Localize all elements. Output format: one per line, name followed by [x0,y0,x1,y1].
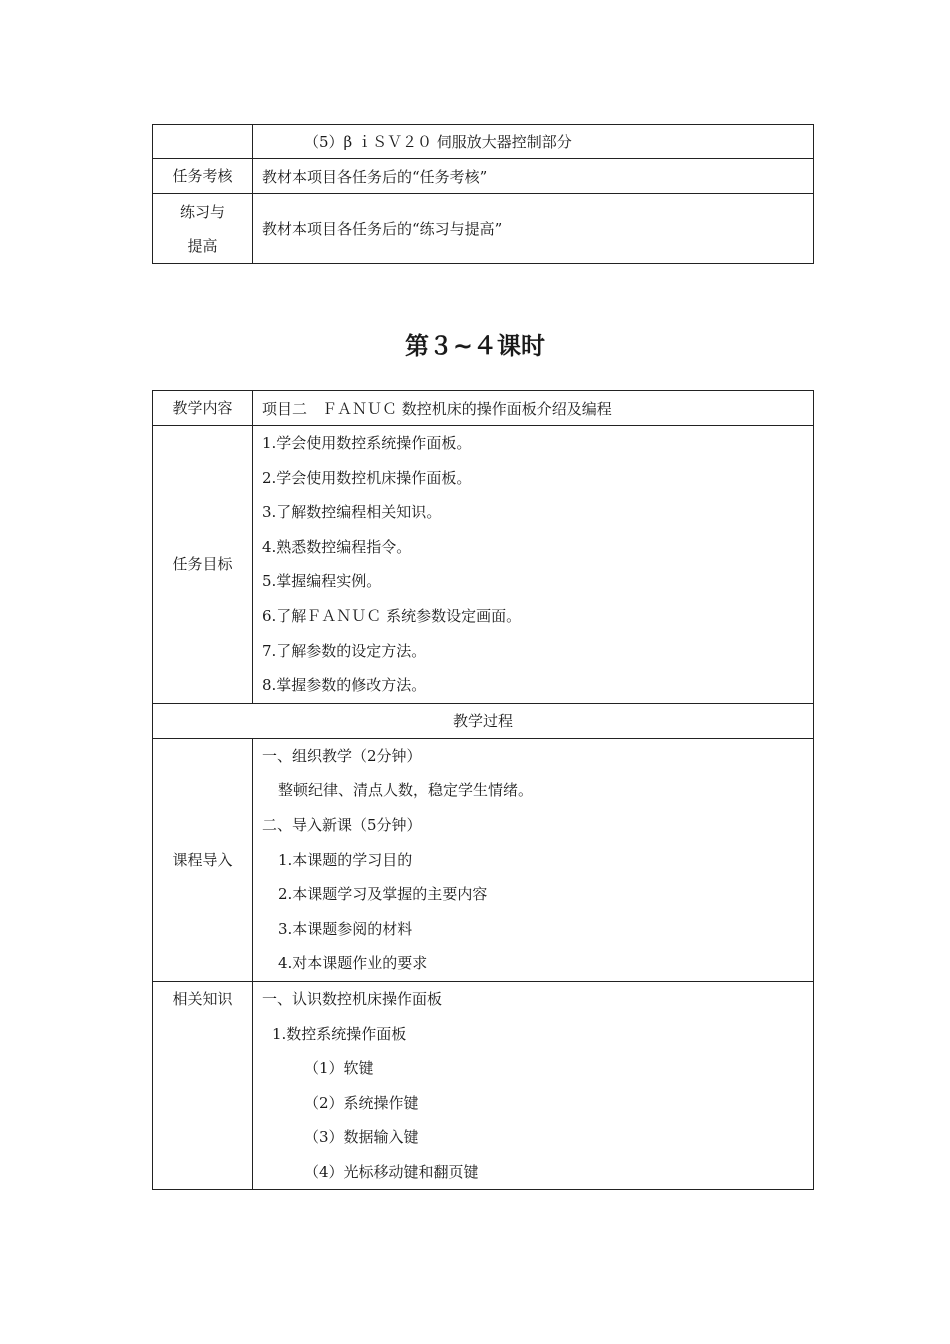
lesson-table [152,390,814,1190]
knowledge-line: 一、认识数控机床操作面板 [262,989,443,1008]
intro-line: 1.本课题的学习目的 [278,850,413,869]
intro-line: 4.对本课题作业的要求 [278,954,428,973]
intro-line: 一、组织教学（2分钟） [262,746,422,765]
goal-item: 4.熟悉数控编程指令。 [262,537,412,556]
course-intro-content [253,738,814,981]
page-title: 第３~４课时 [404,332,546,360]
summary-row-label-empty [153,125,253,159]
task-goals-label: 任务目标 [153,426,253,704]
goal-item: 6.了解ＦＡＮＵＣ 系统参数设定画面。 [262,606,522,625]
intro-line: 3.本课题参阅的材料 [278,919,413,938]
practice-content: 教材本项目各任务后的“练习与提高” [253,194,814,264]
task-assessment-label: 任务考核 [153,159,253,194]
intro-line: 整顿纪律、清点人数，稳定学生情绪。 [278,781,534,800]
goal-item: 3.了解数控编程相关知识。 [262,503,442,522]
practice-label [153,194,253,264]
goal-item: 8.掌握参数的修改方法。 [262,676,427,695]
goal-item: 7.了解参数的设定方法。 [262,641,427,660]
goal-item: 5.掌握编程实例。 [262,572,382,591]
intro-line: 二、导入新课（5分钟） [262,815,422,834]
servo-control-text: （5）β ｉＳＶ２０ 伺服放大器控制部分 [304,133,572,151]
teaching-content-label: 教学内容 [153,391,253,426]
related-knowledge-label: 相关知识 [153,981,253,1190]
related-knowledge-content [253,981,814,1190]
summary-row-content [253,125,814,159]
summary-table [152,124,814,264]
practice-label-line2: 提高 [187,236,218,255]
knowledge-line: （1）软键 [304,1059,374,1078]
course-intro-label: 课程导入 [153,738,253,981]
teaching-process-header: 教学过程 [153,703,814,738]
task-assessment-content: 教材本项目各任务后的“任务考核” [253,159,814,194]
task-goals-list [253,426,814,704]
goal-item: 2.学会使用数控机床操作面板。 [262,468,472,487]
intro-line: 2.本课题学习及掌握的主要内容 [278,885,488,904]
teaching-content-value: 项目二 ＦＡＮＵＣ 数控机床的操作面板介绍及编程 [253,391,814,426]
knowledge-line: （3）数据输入键 [304,1128,419,1147]
knowledge-line: 1.数控系统操作面板 [272,1024,407,1043]
knowledge-line: （2）系统操作键 [304,1093,419,1112]
practice-label-line1: 练习与 [179,202,225,221]
goal-item: 1.学会使用数控系统操作面板。 [262,434,472,452]
knowledge-line: （4）光标移动键和翻页键 [304,1162,479,1181]
